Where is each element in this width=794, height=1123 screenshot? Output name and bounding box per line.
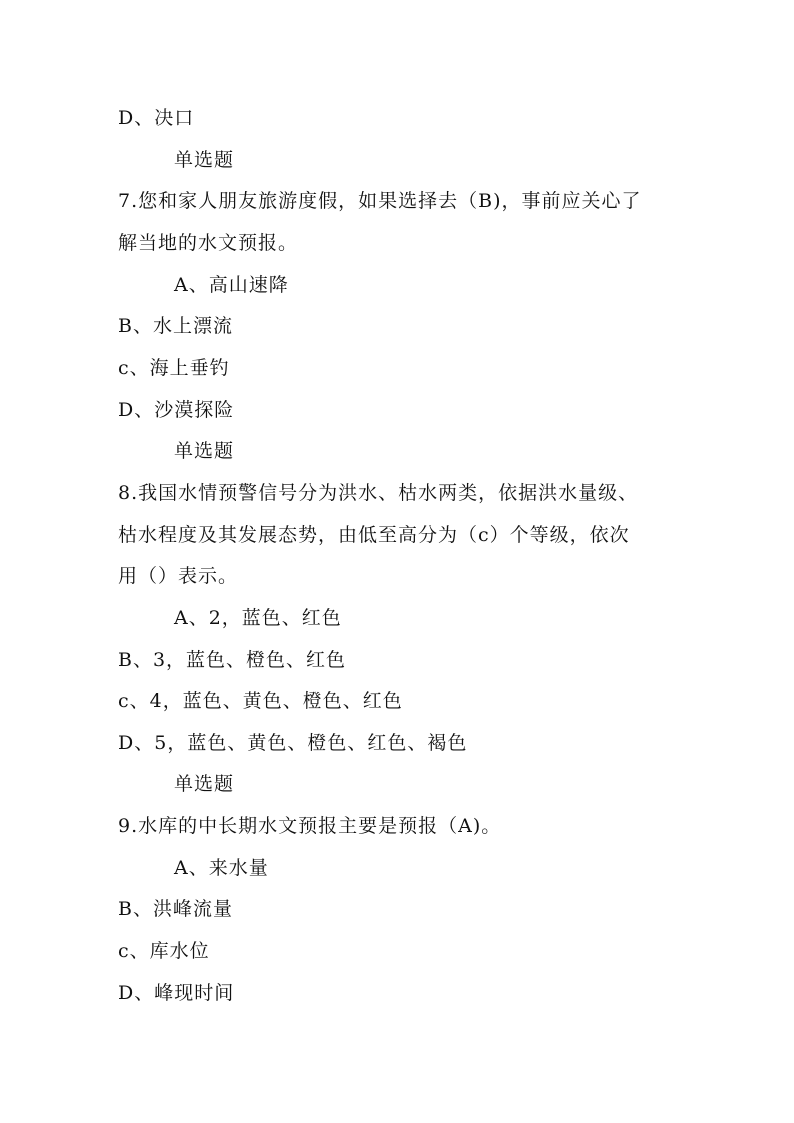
q9-type-label: 单选题 xyxy=(174,773,235,795)
q9-option-c: c、库水位 xyxy=(118,940,210,962)
q7-question-line-1: 7.您和家人朋友旅游度假，如果选择去（B)，事前应关心了 xyxy=(118,190,642,212)
q9-question-line-1: 9.水库的中长期水文预报主要是预报（A)。 xyxy=(118,815,502,837)
q7-option-a: A、高山速降 xyxy=(174,274,289,296)
q6-option-d: D、决口 xyxy=(118,107,195,129)
q8-option-b: B、3，蓝色、橙色、红色 xyxy=(118,649,347,671)
q8-question-line-3: 用（）表示。 xyxy=(118,565,239,587)
q7-type-label: 单选题 xyxy=(174,149,235,171)
q8-option-a: A、2，蓝色、红色 xyxy=(174,607,342,629)
q8-option-c: c、4，蓝色、黄色、橙色、红色 xyxy=(118,690,403,712)
q7-option-c: c、海上垂钓 xyxy=(118,357,230,379)
q9-option-a: A、来水量 xyxy=(174,857,269,879)
q9-option-d: D、峰现时间 xyxy=(118,982,235,1004)
q8-option-d: D、5，蓝色、黄色、橙色、红色、褐色 xyxy=(118,732,468,754)
q8-question-line-2: 枯水程度及其发展态势，由低至高分为（c）个等级，依次 xyxy=(118,524,630,546)
q7-option-d: D、沙漠探险 xyxy=(118,399,235,421)
q8-question-line-1: 8.我国水情预警信号分为洪水、枯水两类，依据洪水量级、 xyxy=(118,482,639,504)
q9-option-b: B、洪峰流量 xyxy=(118,898,233,920)
q7-question-line-2: 解当地的水文预报。 xyxy=(118,232,299,254)
q7-option-b: B、水上漂流 xyxy=(118,315,233,337)
q8-type-label: 单选题 xyxy=(174,440,235,462)
